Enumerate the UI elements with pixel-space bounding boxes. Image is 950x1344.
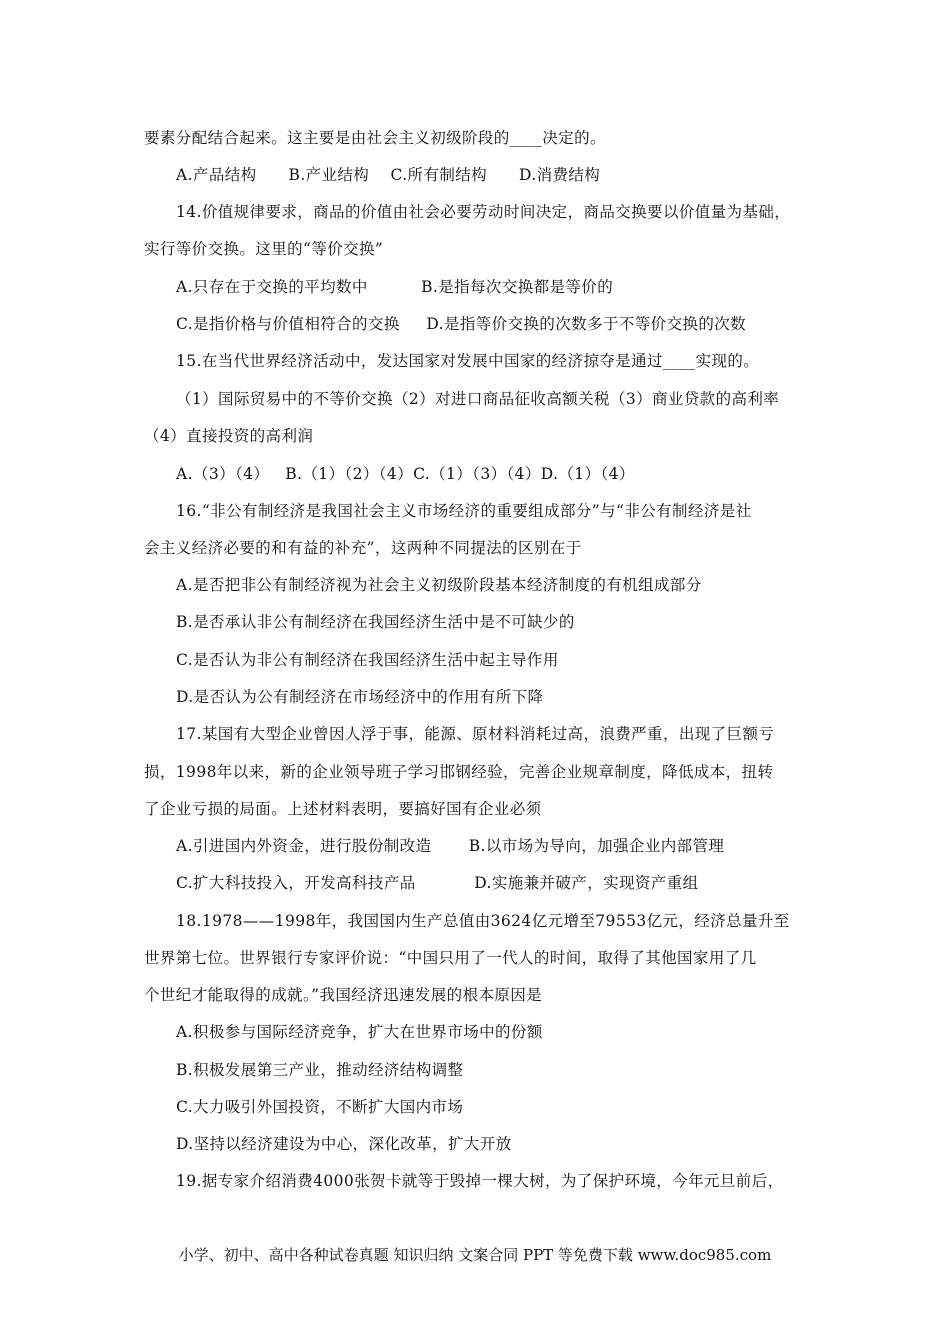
text-line: A.引进国内外资金，进行股份制改造 B.以市场为导向，加强企业内部管理 — [176, 837, 725, 855]
text-line: 要素分配结合起来。这主要是由社会主义初级阶段的____决定的。 — [144, 129, 606, 147]
text-line: 实行等价交换。这里的“等价交换” — [144, 240, 384, 258]
text-line: C.是否认为非公有制经济在我国经济生活中起主导作用 — [176, 651, 559, 669]
text-line: 损，1998年以来，新的企业领导班子学习邯钢经验，完善企业规章制度，降低成本，扭转 — [144, 763, 774, 781]
text-line: 世界第七位。世界银行专家评价说：“中国只用了一代人的时间，取得了其他国家用了几 — [144, 949, 757, 967]
text-line: 个世纪才能取得的成就。”我国经济迅速发展的根本原因是 — [144, 986, 543, 1004]
text-line: C.大力吸引外国投资，不断扩大国内市场 — [176, 1098, 464, 1116]
text-line: 了企业亏损的局面。上述材料表明，要搞好国有企业必须 — [144, 800, 542, 818]
text-line: 18.1978——1998年，我国国内生产总值由3624亿元增至79553亿元，经济总量升至 — [176, 912, 790, 930]
page-footer: 小学、初中、高中各种试卷真题 知识归纳 文案合同 PPT 等免费下载 www.doc985.com — [178, 1246, 772, 1264]
text-line: D.是否认为公有制经济在市场经济中的作用有所下降 — [176, 688, 544, 706]
text-line: A.是否把非公有制经济视为社会主义初级阶段基本经济制度的有机组成部分 — [176, 576, 702, 594]
text-line: 15.在当代世界经济活动中，发达国家对发展中国家的经济掠夺是通过____实现的。 — [176, 352, 760, 370]
text-line: D.坚持以经济建设为中心，深化改革，扩大开放 — [176, 1135, 512, 1153]
text-line: A.只存在于交换的平均数中 B.是指每次交换都是等价的 — [176, 278, 614, 296]
text-line: A.产品结构 B.产业结构 C.所有制结构 D.消费结构 — [176, 166, 601, 184]
text-line: 会主义经济必要的和有益的补充”，这两种不同提法的区别在于 — [144, 539, 582, 557]
text-line: B.积极发展第三产业，推动经济结构调整 — [176, 1061, 464, 1079]
text-line: （1）国际贸易中的不等价交换（2）对进口商品征收高额关税（3）商业贷款的高利率 — [176, 390, 780, 408]
text-line: 14.价值规律要求，商品的价值由社会必要劳动时间决定，商品交换要以价值量为基础， — [176, 203, 791, 221]
text-line: A.积极参与国际经济竞争，扩大在世界市场中的份额 — [176, 1023, 543, 1041]
text-line: 17.某国有大型企业曾因人浮于事，能源、原材料消耗过高，浪费严重，出现了巨额亏 — [176, 725, 775, 743]
text-line: （4）直接投资的高利润 — [144, 427, 314, 445]
text-line: 19.据专家介绍消费4000张贺卡就等于毁掉一棵大树，为了保护环境，今年元旦前后， — [176, 1172, 784, 1190]
text-line: C.是指价格与价值相符合的交换 D.是指等价交换的次数多于不等价交换的次数 — [176, 315, 747, 333]
text-line: C.扩大科技投入，开发高科技产品 D.实施兼并破产，实现资产重组 — [176, 874, 699, 892]
text-line: A.（3）（4） B.（1）（2）（4）C.（1）（3）（4）D.（1）（4） — [176, 465, 635, 483]
text-line: B.是否承认非公有制经济在我国经济生活中是不可缺少的 — [176, 613, 575, 631]
text-line: 16.“非公有制经济是我国社会主义市场经济的重要组成部分”与“非公有制经济是社 — [176, 502, 752, 520]
